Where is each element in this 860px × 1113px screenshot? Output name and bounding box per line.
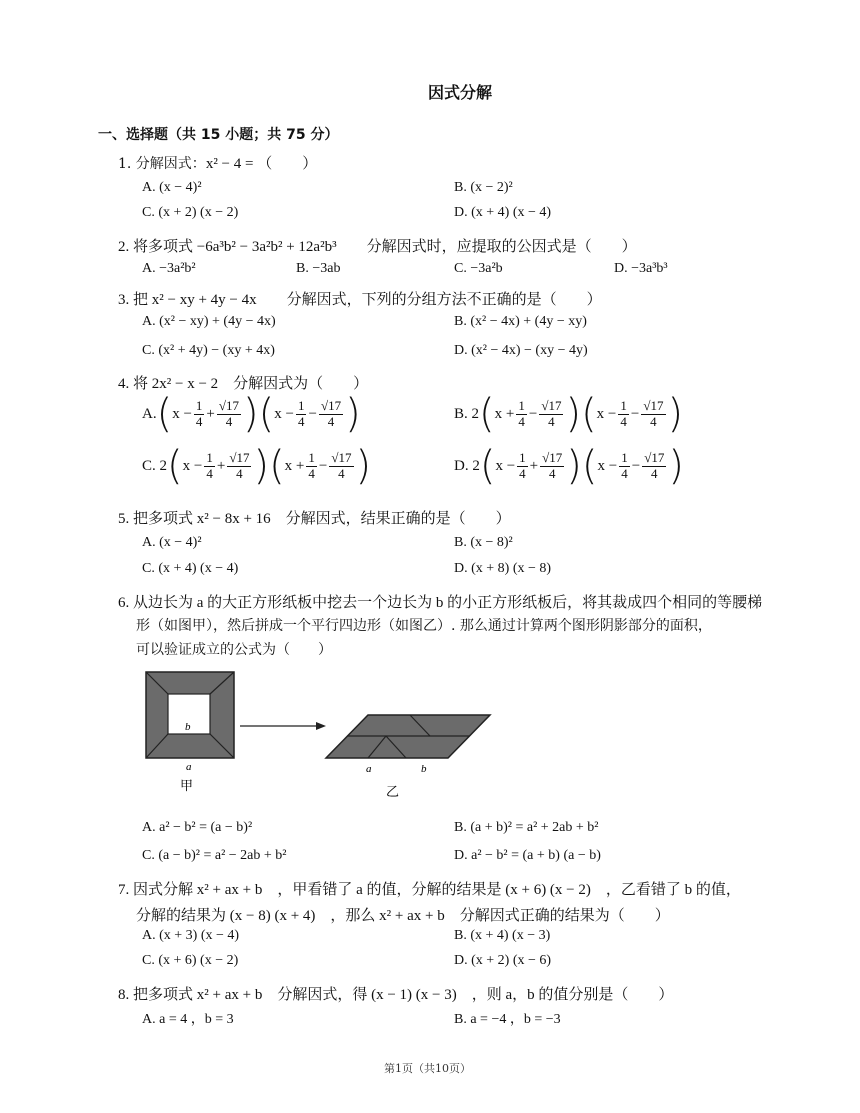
question-6-line2: 形（如图甲），然后拼成一个平行四边形（如图乙）. 那么通过计算两个图形阴影部分的面积， [136, 618, 712, 634]
q5-option-b[interactable]: B. (x − 8)² [454, 535, 513, 550]
fig-label-a-square: a [186, 761, 192, 773]
fig-label-b-para: b [421, 763, 427, 775]
question-6-line1: 6. 从边长为 a 的大正方形纸板中挖去一个边长为 b 的小正方形纸板后，将其裁成四个相同的等腰梯 [118, 595, 763, 611]
q6-option-c[interactable]: C. (a − b)² = a² − 2ab + b² [142, 848, 287, 863]
q4-option-d[interactable]: D. 2 ( x − $\frac{1}{4}$ + $\frac{√17}{4}$ ) ( x − $\frac{1}{4}$ − $\frac{√17}{4}$ ) [454, 443, 684, 489]
question-2-stem: 2. 将多项式 −6a³b² − 3a²b² + 12a²b³ 分解因式时，应提取的公因式是（ ） [118, 239, 637, 255]
q1-option-d[interactable]: D. (x + 4) (x − 4) [454, 205, 552, 220]
q7-option-b[interactable]: B. (x + 4) (x − 3) [454, 928, 551, 943]
parallelogram-figure [326, 715, 490, 758]
q1-option-c[interactable]: C. (x + 2) (x − 2) [142, 205, 239, 220]
q7-option-c[interactable]: C. (x + 6) (x − 2) [142, 953, 239, 968]
section-heading: 一、选择题（共 15 小题；共 75 分） [98, 127, 339, 143]
question-7-line2: 分解的结果为 (x − 8) (x + 4) ，那么 x² + ax + b 分解因式正确的结果为（ ） [136, 908, 670, 924]
fig-label-a-para: a [366, 763, 372, 775]
q1-option-b[interactable]: B. (x − 2)² [454, 180, 513, 195]
q7-option-a[interactable]: A. (x + 3) (x − 4) [142, 928, 240, 943]
fig-caption-yi: 乙 [386, 785, 400, 798]
page-title: 因式分解 [428, 83, 493, 102]
question-3-stem: 3. 把 x² − xy + 4y − 4x 分解因式，下列的分组方法不正确的是（ ） [118, 292, 602, 308]
fig-label-b-inner: b [185, 721, 191, 733]
q6-option-d[interactable]: D. a² − b² = (a + b) (a − b) [454, 848, 601, 863]
q5-option-a[interactable]: A. (x − 4)² [142, 535, 202, 550]
q2-option-b[interactable]: B. −3ab [296, 261, 341, 276]
q2-option-d[interactable]: D. −3a³b³ [614, 261, 668, 276]
q7-option-d[interactable]: D. (x + 2) (x − 6) [454, 953, 552, 968]
question-1-stem: 1. 分解因式：x² − 4 = （ ） [118, 156, 318, 172]
q5-option-c[interactable]: C. (x + 4) (x − 4) [142, 561, 239, 576]
q4-option-c[interactable]: C. 2 ( x − $\frac{1}{4}$ + $\frac{√17}{4}$ ) ( x + $\frac{1}{4}$ − $\frac{√17}{4}$ ) [142, 443, 372, 489]
question-7-line1: 7. 因式分解 x² + ax + b ，甲看错了 a 的值，分解的结果是 (x + 6) (x − 2) ，乙看错了 b 的值， [118, 882, 741, 898]
arrow-head-icon [316, 722, 326, 730]
q3-option-b[interactable]: B. (x² − 4x) + (4y − xy) [454, 314, 587, 329]
q2-option-a[interactable]: A. −3a²b² [142, 261, 196, 276]
question-5-stem: 5. 把多项式 x² − 8x + 16 分解因式，结果正确的是（ ） [118, 511, 511, 527]
page-footer: 第1页（共10页） [384, 1062, 471, 1075]
q1-option-a[interactable]: A. (x − 4)² [142, 180, 202, 195]
question-8-stem: 8. 把多项式 x² + ax + b 分解因式，得 (x − 1) (x − 3) ，则 a，b 的值分别是（ ） [118, 987, 674, 1003]
q6-option-b[interactable]: B. (a + b)² = a² + 2ab + b² [454, 820, 599, 835]
q5-option-d[interactable]: D. (x + 8) (x − 8) [454, 561, 552, 576]
fig-caption-jia: 甲 [180, 779, 194, 794]
q3-option-a[interactable]: A. (x² − xy) + (4y − 4x) [142, 314, 276, 329]
q8-option-a[interactable]: A. a = 4 ，b = 3 [142, 1012, 234, 1027]
q3-option-c[interactable]: C. (x² + 4y) − (xy + 4x) [142, 343, 275, 358]
square-figure [146, 672, 234, 758]
q4-option-a[interactable]: A. ( x − $\frac{1}{4}$ + $\frac{√17}{4}$ ) ( x − $\frac{1}{4}$ − $\frac{√17}{4}$ ) [142, 391, 361, 437]
q6-option-a[interactable]: A. a² − b² = (a − b)² [142, 820, 253, 835]
q3-option-d[interactable]: D. (x² − 4x) − (xy − 4y) [454, 343, 588, 358]
q8-option-b[interactable]: B. a = −4 ，b = −3 [454, 1012, 561, 1027]
q2-option-c[interactable]: C. −3a²b [454, 261, 503, 276]
question-4-stem: 4. 将 2x² − x − 2 分解因式为（ ） [118, 376, 369, 392]
figure-jia-yi [140, 668, 500, 798]
question-6-line3: 可以验证成立的公式为（ ） [136, 642, 332, 658]
q4-option-b[interactable]: B. 2 ( x + $\frac{1}{4}$ − $\frac{√17}{4}$ ) ( x − $\frac{1}{4}$ − $\frac{√17}{4}$ ) [454, 391, 684, 437]
